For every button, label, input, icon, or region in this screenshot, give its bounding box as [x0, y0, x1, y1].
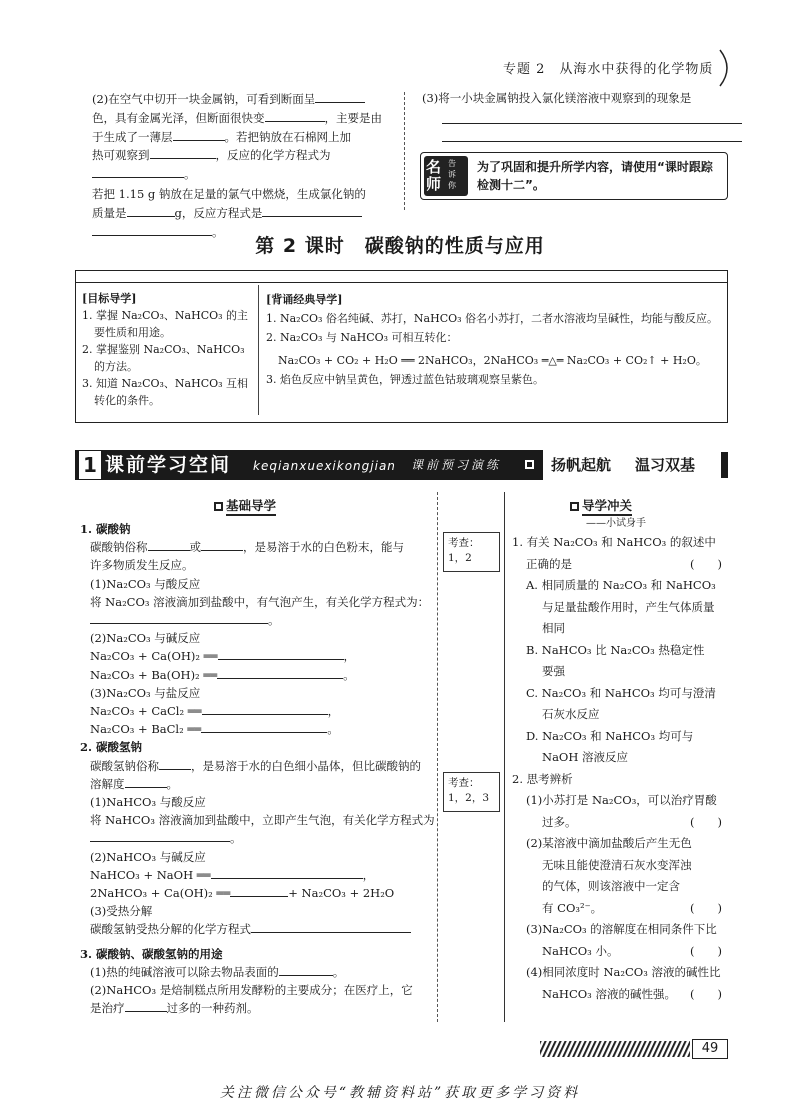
text: 1. 有关 Na₂CO₃ 和 NaHCO₃ 的叙述中 [512, 535, 716, 549]
text: 与足量盐酸作用时，产生气体质量 [542, 599, 715, 614]
banner-title: 课前学习空间 [105, 454, 232, 476]
banner-square-icon [525, 460, 534, 469]
classic-item: 2. Na₂CO₃ 与 NaHCO₃ 可相互转化： [266, 331, 458, 344]
text: 。 [166, 776, 178, 791]
text: 将 NaHCO₃ 溶液滴加到盐酸中，立即产生气泡，有关化学方程式为 [90, 813, 435, 828]
text: 。若把钠放在石棉网上加 [224, 129, 351, 144]
top-left-block [92, 90, 392, 242]
guide-content [512, 532, 728, 1005]
text: ，反应的化学方程式为 [215, 148, 331, 163]
text: 。 [212, 224, 224, 239]
top-right-block [422, 90, 732, 142]
basic-heading [214, 496, 276, 515]
banner-number: 1 [79, 451, 101, 479]
text: Na₂CO₃ + CaCl₂ ══ [90, 704, 202, 719]
text: (3)受热分解 [90, 904, 153, 919]
text: 若把 1.15 g 钠放在足量的氯气中燃烧，生成氯化钠的 [92, 187, 366, 202]
text: 过多的一种药剂。 [166, 1001, 259, 1016]
goal-item: 2. 掌握鉴别 Na₂CO₃、NaHCO₃ 的方法。 [82, 343, 245, 373]
text: 热可观察到 [92, 148, 150, 163]
kaocha-box-1 [443, 532, 500, 572]
text: 或 [189, 540, 201, 555]
badge-main: 名师 [426, 158, 442, 193]
text: 石灰水反应 [542, 707, 600, 721]
text: ，主要是由 [324, 110, 382, 125]
text: 有 CO₃²⁻。 [542, 900, 603, 915]
goal-item: 1. 掌握 Na₂CO₃、NaHCO₃ 的主要性质和用途。 [82, 309, 249, 339]
kaocha-value: 1，2，3 [448, 792, 490, 804]
section-1-title: 1. 碳酸钠 [80, 522, 131, 536]
square-icon [214, 502, 223, 511]
classic-item: 1. Na₂CO₃ 俗名纯碱、苏打，NaHCO₃ 俗名小苏打，二者水溶液均呈碱性，均能与酸反应。 [266, 312, 719, 325]
goals-top-rule [75, 282, 728, 283]
text: Na₂CO₃ + BaCl₂ ══ [90, 722, 202, 737]
answer-paren: ( ) [690, 943, 722, 958]
text: 。 [184, 167, 196, 182]
answer-paren: ( ) [690, 814, 722, 829]
header-bracket-icon [716, 48, 736, 88]
lesson-title: 第 2 课时 碳酸钠的性质与应用 [255, 235, 545, 257]
kaocha-label: 考查： [448, 777, 480, 789]
badge-side: 告诉你 [448, 159, 456, 190]
text: 许多物质发生反应。 [90, 558, 194, 573]
text: 过多。 [542, 814, 577, 829]
text: (2)在空气中切开一块金属钠，可看到断面呈 [92, 92, 316, 106]
page-number: 49 [692, 1039, 728, 1059]
teacher-badge [424, 156, 468, 196]
text: 将 Na₂CO₃ 溶液滴加到盐酸中，有气泡产生，有关化学方程式为： [90, 594, 430, 609]
section-3-title: 3. 碳酸钠、碳酸氢钠的用途 [80, 946, 223, 961]
text: 正确的是 [526, 556, 572, 571]
text: (2)某溶液中滴加盐酸后产生无色 [526, 836, 692, 850]
text: (2)NaHCO₃ 是焙制糕点所用发酵粉的主要成分；在医疗上，它 [90, 983, 413, 998]
text: Na₂CO₃ + Ba(OH)₂ ══ [90, 667, 218, 682]
text: g，反应方程式是 [174, 205, 263, 220]
text: 。 [230, 831, 242, 846]
text: (3)Na₂CO₃ 的溶解度在相同条件下比 [526, 922, 717, 936]
text: + Na₂CO₃ + 2H₂O [288, 886, 395, 901]
banner-end-bar [721, 452, 728, 478]
main-divider-left [437, 492, 438, 1022]
text: 。 [327, 722, 339, 737]
text: (1)NaHCO₃ 与酸反应 [90, 795, 206, 810]
text: 。 [332, 964, 345, 979]
text: 碳酸氢钠受热分解的化学方程式 [90, 922, 251, 937]
option-b: B. NaHCO₃ 比 Na₂CO₃ 热稳定性 [526, 642, 705, 657]
text: ， [362, 867, 375, 882]
guide-heading-text: 导学冲关 [582, 498, 632, 516]
text: 要强 [542, 664, 565, 678]
text: NaHCO₃ 小。 [542, 943, 619, 958]
text: 相同 [542, 621, 565, 635]
banner-tag1: 扬帆起航 [551, 456, 612, 474]
guide-heading [570, 496, 632, 515]
text: (1)Na₂CO₃ 与酸反应 [90, 576, 201, 591]
tip-text: 为了巩固和提升所学内容，请使用“课时跟踪检测十二”。 [477, 160, 713, 192]
text: 。 [343, 667, 355, 682]
question-2: 2. 思考辨析 [512, 771, 573, 786]
text: ，是易溶于水的白色粉末，能与 [243, 540, 404, 555]
text: 是治疗 [90, 1001, 125, 1016]
text: 质量是 [92, 205, 127, 220]
goals-heading: [目标导学] [82, 292, 137, 305]
answer-paren: ( ) [690, 986, 722, 1001]
banner-tag2: 温习双基 [635, 456, 696, 474]
text: ， [327, 704, 340, 719]
classic-equation: Na₂CO₃ + CO₂ + H₂O ══ 2NaHCO₃，2NaHCO₃ ═△═ Na₂CO₃ + CO₂↑ + H₂O。 [278, 354, 707, 367]
banner-sub: 课前预习演练 [411, 458, 502, 472]
basic-content [80, 520, 435, 1017]
section-banner [75, 450, 728, 480]
text: 无味且能使澄清石灰水变浑浊 [542, 857, 692, 872]
footer-note: 关注微信公众号“教辅资料站”获取更多学习资料 [219, 1085, 581, 1101]
running-header: 专题 2 从海水中获得的化学物质 [503, 62, 714, 77]
kaocha-value: 1，2 [448, 552, 472, 564]
text: 色，具有金属光泽，但断面很快变 [92, 110, 265, 125]
text: NaHCO₃ 溶液的碱性强。 [542, 986, 676, 1001]
target-goals [82, 290, 254, 409]
goals-divider [258, 285, 259, 415]
text: (4)相同浓度时 Na₂CO₃ 溶液的碱性比 [526, 965, 721, 979]
page-hatch-bar [540, 1040, 690, 1058]
text: NaOH 溶液反应 [542, 750, 629, 764]
main-divider-right [504, 492, 505, 1022]
answer-paren: ( ) [690, 556, 722, 571]
teacher-tip-box [420, 152, 728, 200]
kaocha-box-2 [443, 772, 500, 812]
option-c: C. Na₂CO₃ 和 NaHCO₃ 均可与澄清 [526, 685, 716, 700]
answer-paren: ( ) [690, 900, 722, 915]
text: (2)Na₂CO₃ 与碱反应 [90, 631, 201, 646]
question-3: (3)将一小块金属钠投入氯化镁溶液中观察到的现象是 [422, 91, 692, 105]
text: (2)NaHCO₃ 与碱反应 [90, 849, 206, 864]
banner-pinyin: keqianxuexikongjian [253, 459, 396, 473]
text: NaHCO₃ + NaOH ══ [90, 867, 211, 882]
column-divider [404, 92, 405, 210]
text: 2NaHCO₃ + Ca(OH)₂ ══ [90, 886, 231, 901]
text: 碳酸氢钠俗称 [90, 758, 159, 773]
text: 。 [268, 613, 280, 628]
text: (1)热的纯碱溶液可以除去物品表面的 [90, 964, 279, 979]
square-icon [570, 502, 579, 511]
guide-sub: ——小试身手 [586, 518, 646, 529]
classic-guide [266, 290, 722, 389]
text: 溶解度 [90, 776, 125, 791]
text: ，是易溶于水的白色细小晶体，但比碳酸钠的 [191, 758, 421, 773]
text: 的气体，则该溶液中一定含 [542, 879, 680, 893]
text: 碳酸钠俗称 [90, 540, 148, 555]
text: (1)小苏打是 Na₂CO₃，可以治疗胃酸 [526, 793, 717, 807]
text: 于生成了一薄层 [92, 129, 173, 144]
goal-item: 3. 知道 Na₂CO₃、NaHCO₃ 互相转化的条件。 [82, 377, 249, 407]
classic-item: 3. 焰色反应中钠呈黄色，钾透过蓝色钴玻璃观察呈紫色。 [266, 373, 544, 386]
classic-heading: [背诵经典导学] [266, 293, 343, 306]
text: (3)Na₂CO₃ 与盐反应 [90, 685, 201, 700]
text: Na₂CO₃ + Ca(OH)₂ ══ [90, 649, 218, 664]
text: ， [343, 649, 356, 664]
option-a: A. 相同质量的 Na₂CO₃ 和 NaHCO₃ [526, 578, 716, 592]
section-2-title: 2. 碳酸氢钠 [80, 740, 143, 755]
kaocha-label: 考查： [448, 537, 480, 549]
basic-heading-text: 基础导学 [226, 498, 276, 516]
option-d: D. Na₂CO₃ 和 NaHCO₃ 均可与 [526, 728, 694, 743]
